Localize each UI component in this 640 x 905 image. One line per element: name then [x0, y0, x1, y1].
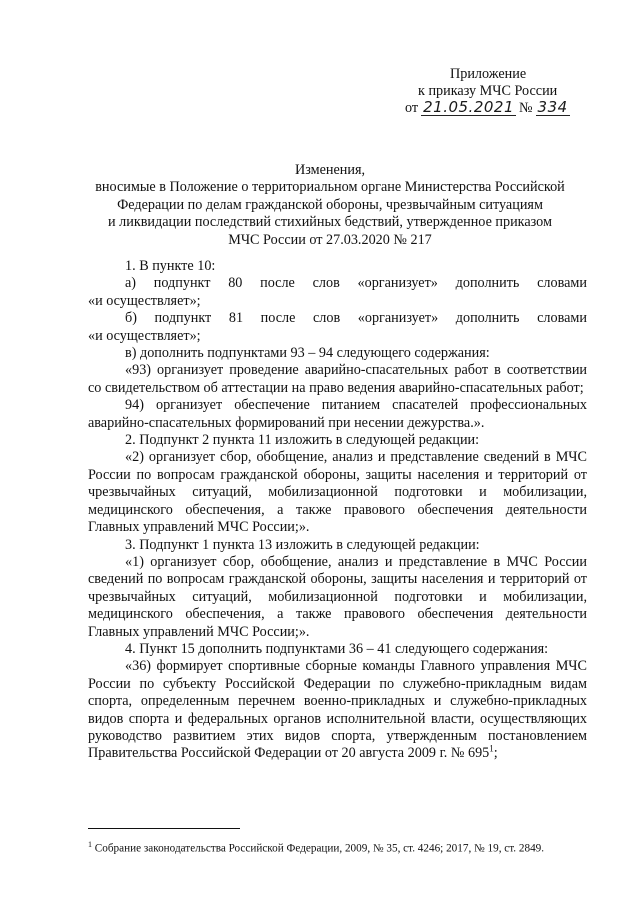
paragraph-4: в) дополнить подпунктами 93 – 94 следующего содержания:	[125, 345, 490, 362]
footnote-text: Собрание законодательства Российской Федерации, 2009, № 35, ст. 4246; 2017, № 19, ст. 2849.	[94, 842, 545, 855]
document-title	[70, 162, 590, 249]
paragraph-2a: а) подпункт 80 после слов «организует» дополнить словами	[125, 275, 587, 292]
paragraph-8: «2) организует сбор, обобщение, анализ и представление сведений в МЧС России по вопросам гражданской обороны, защиты населения и территорий от чрезвычайных ситуаций, мобилизационной подготовки и мобилизации, медицинского обеспечения, а также правового обеспечения деятельности Главных управлений МЧС России;».	[88, 449, 587, 536]
title-line-4: и ликвидации последствий стихийных бедствий, утвержденное приказом	[108, 214, 552, 231]
footnote	[88, 838, 598, 856]
paragraph-1: 1. В пункте 10:	[125, 258, 216, 274]
appendix-block	[405, 66, 605, 117]
handwritten-number: 334	[537, 98, 568, 116]
paragraph-3a: б) подпункт 81 после слов «организует» дополнить словами	[125, 310, 587, 327]
appendix-order-ref: к приказу МЧС России	[418, 83, 558, 99]
footnote-ref: 1	[489, 743, 494, 754]
paragraph-12-text: «36) формирует спортивные сборные команды Главного управления МЧС России по субъекту Российской Федерации по служебно-прикладным видам спорта, определенным перечнем военно-прикладных и служебно-прикладных видов спорта и федеральных органов исполнительной власти, осуществляющих руководство развитием этих видов спорта, утвержденным постановлением Правительства Российской Федерации от 20 августа 2009 г. № 695	[88, 658, 587, 762]
title-line-2: вносимые в Положение о территориальном органе Министерства Российской	[95, 179, 565, 196]
paragraph-5: «93) организует проведение аварийно-спасательных работ в соответствии со свидетельством об аттестации на право ведения аварийно-спасательных работ;	[88, 362, 587, 396]
from-label: от	[405, 100, 419, 116]
paragraph-10: «1) организует сбор, обобщение, анализ и представление в МЧС России сведений по вопросам гражданской обороны, защиты населения и территорий от чрезвычайных ситуаций, мобилизационной подготовки и мобилизации, медицинского обеспечения, а также правового обеспечения деятельности Главных управлений МЧС России;».	[88, 553, 587, 640]
paragraph-11: 4. Пункт 15 дополнить подпунктами 36 – 41 следующего содержания:	[125, 640, 549, 657]
appendix-date-line	[405, 100, 605, 117]
appendix-title: Приложение	[450, 66, 527, 82]
document-body	[88, 258, 587, 763]
title-line-1: Изменения,	[294, 162, 366, 178]
paragraph-9: 3. Подпункт 1 пункта 13 изложить в следующей редакции:	[125, 536, 480, 553]
number-label: №	[519, 100, 533, 116]
paragraph-12	[88, 658, 587, 762]
paragraph-12-end: ;	[493, 745, 498, 762]
footnote-marker: 1	[88, 840, 92, 849]
handwritten-date: 21.05.2021	[423, 98, 514, 116]
paragraph-6: 94) организует обеспечение питанием спасателей профессиональных аварийно-спасательных формирований при несении дежурства.».	[88, 397, 587, 431]
title-line-5: МЧС России от 27.03.2020 № 217	[228, 231, 432, 248]
paragraph-2b: «и осуществляет»;	[88, 292, 201, 309]
footnote-separator	[88, 828, 240, 829]
paragraph-3b: «и осуществляет»;	[88, 327, 201, 344]
title-line-3: Федерации по делам гражданской обороны, чрезвычайным ситуациям	[117, 196, 543, 213]
paragraph-7: 2. Подпункт 2 пункта 11 изложить в следующей редакции:	[125, 432, 480, 449]
